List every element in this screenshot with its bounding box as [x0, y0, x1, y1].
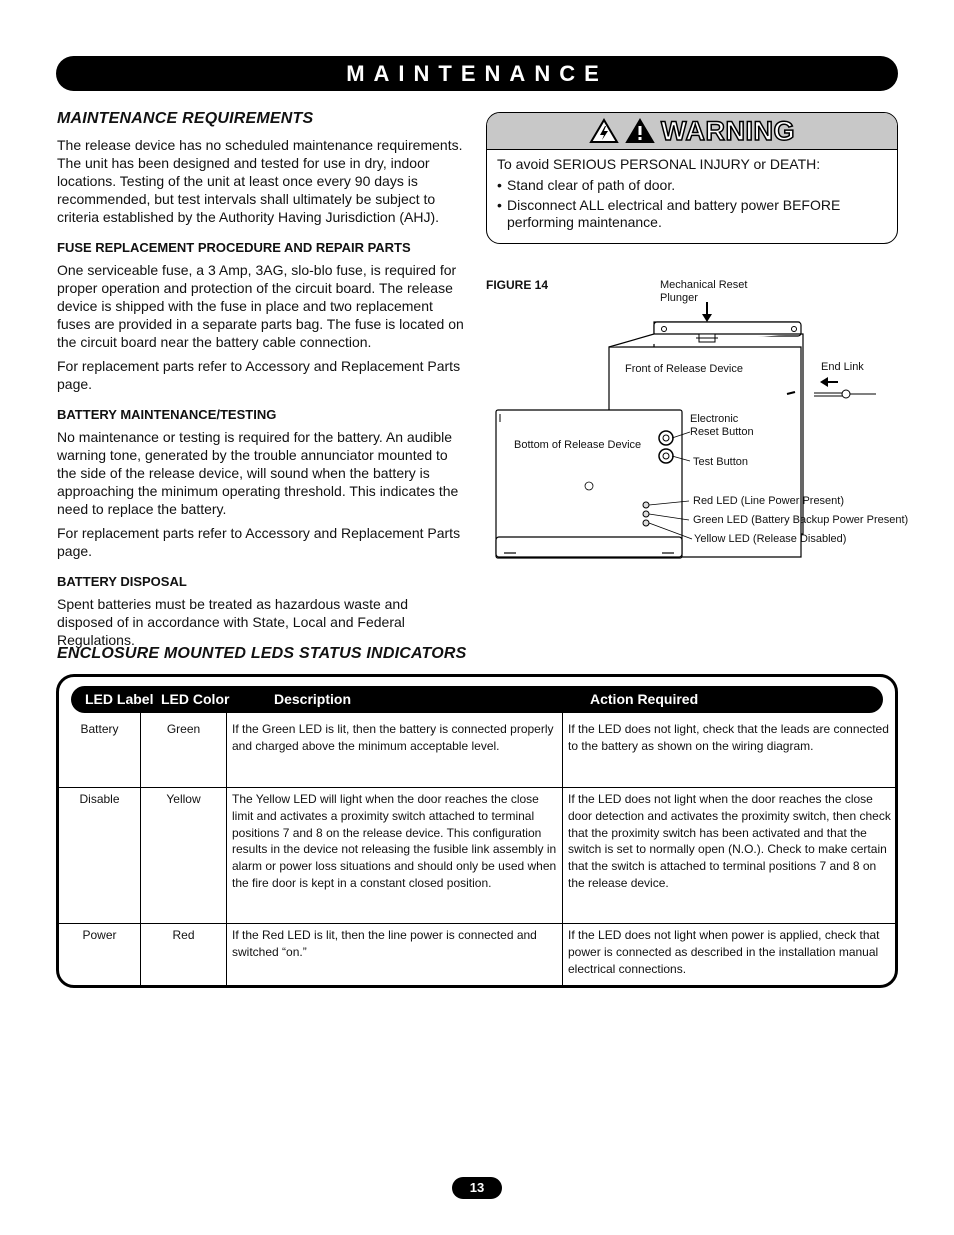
- release-device-figure: [486, 272, 916, 582]
- battery-heading: BATTERY MAINTENANCE/TESTING: [57, 407, 277, 422]
- warning-bullet-text: Stand clear of path of door.: [507, 177, 676, 193]
- warning-bullet-text: Disconnect ALL electrical and battery power BEFORE performing maintenance.: [507, 197, 841, 230]
- warning-bullet: [497, 197, 887, 231]
- yellow-led-callout: Yellow LED (Release Disabled): [694, 533, 847, 545]
- bullet-marker: •: [497, 177, 502, 193]
- action-cell: If the LED does not light when power is applied, check that power is connected as described in the installation manual electrical connections.: [568, 928, 880, 976]
- row-divider: [59, 787, 895, 788]
- fuse-text: One serviceable fuse, a 3 Amp, 3AG, slo-blo fuse, is required for proper operation and protection of the circuit board. The release device is shipped with the fuse in place and two replacement fuses are provided in a separate parts bag. The fuse is located on the circuit board near the battery cable connection.: [57, 262, 464, 350]
- row-divider: [59, 923, 895, 924]
- warning-title: WARNING: [661, 115, 795, 146]
- bullet-marker: •: [497, 197, 502, 213]
- plunger-callout: Mechanical Reset Plunger: [660, 279, 748, 304]
- front-callout: Front of Release Device: [625, 363, 743, 375]
- column-divider: [226, 713, 227, 985]
- led-color-cell: Green: [166, 722, 201, 736]
- test-button-callout: Test Button: [693, 456, 749, 468]
- maintenance-column: [57, 110, 465, 655]
- section-title: MAINTENANCE: [346, 61, 608, 86]
- maintenance-intro: The release device has no scheduled maintenance requirements. The unit has been designed and tested for use in dry, indoor locations. Testing of the unit at least once every 90 days is recommended, but test intervals shall ultimately be subject to criteria established by the Authority Having Jurisdiction (AHJ).: [57, 137, 463, 225]
- warning-header: [487, 113, 897, 150]
- table-header: [71, 686, 883, 713]
- action-cell: If the LED does not light when the door reaches the close door detection and activates the proximity switch, then check that the proximity switch has been activated and that the switch is set to normally open (N.O.). Check to make certain that the switch is attached to terminal positions 7 and 8 on the release device.: [568, 792, 891, 890]
- led-status-table: [56, 674, 898, 988]
- column-header: LED Color: [161, 691, 230, 707]
- column-divider: [140, 713, 141, 985]
- warning-lead: To avoid SERIOUS PERSONAL INJURY or DEATH:: [497, 156, 821, 172]
- led-status-heading: ENCLOSURE MOUNTED LEDS STATUS INDICATORS: [57, 645, 467, 662]
- led-color-cell: Red: [172, 928, 195, 942]
- figure-label: FIGURE 14: [486, 278, 549, 292]
- led-label-cell: Battery: [80, 722, 119, 736]
- column-divider: [562, 713, 563, 985]
- green-led-callout: Green LED (Battery Backup Power Present): [693, 514, 909, 526]
- end-link-callout: End Link: [821, 361, 864, 373]
- page-number: 13: [452, 1177, 502, 1199]
- maintenance-requirements-heading: MAINTENANCE REQUIREMENTS: [57, 110, 314, 127]
- disposal-text: Spent batteries must be treated as hazardous waste and disposed of in accordance with State, Local and Federal Regulations.: [57, 596, 408, 648]
- battery-parts-text: For replacement parts refer to Accessory and Replacement Parts page.: [57, 525, 461, 559]
- column-header: Description: [274, 691, 352, 707]
- description-cell: The Yellow LED will light when the door reaches the close limit and activates a proximity switch attached to terminal positions 7 and 8 on the release device. This configuration results in the device not releasing the fusible link assembly in alarm or power loss situations and should only be used when the fire door is kept in a constant closed position.: [232, 792, 557, 890]
- electrical-hazard-icon: [589, 118, 619, 144]
- bottom-callout: Bottom of Release Device: [514, 439, 642, 451]
- warning-bullet: [497, 177, 887, 194]
- column-header: LED Label: [85, 691, 154, 707]
- description-cell: If the Green LED is lit, then the battery is connected properly and charged above the minimum acceptable level.: [232, 722, 554, 753]
- led-label-cell: Disable: [79, 792, 120, 806]
- warning-body: [487, 150, 897, 231]
- led-label-cell: Power: [82, 928, 117, 942]
- red-led-callout: Red LED (Line Power Present): [693, 495, 845, 507]
- warning-box: [486, 112, 898, 244]
- led-color-cell: Yellow: [166, 792, 201, 806]
- battery-text: No maintenance or testing is required for the battery. An audible warning tone, generated by the trouble annunciator mounted to the side of the release device, will sound when the battery is approaching the minimum operating threshold. This indicates the need to replace the battery.: [57, 429, 459, 517]
- fuse-heading: FUSE REPLACEMENT PROCEDURE AND REPAIR PARTS: [57, 240, 411, 255]
- disposal-heading: BATTERY DISPOSAL: [57, 574, 187, 589]
- column-header: Action Required: [590, 691, 699, 707]
- reset-button-callout: Electronic Reset Button: [690, 413, 754, 438]
- section-banner: [56, 56, 898, 91]
- description-cell: If the Red LED is lit, then the line power is connected and switched “on.”: [232, 928, 537, 959]
- fuse-parts-text: For replacement parts refer to Accessory and Replacement Parts page.: [57, 358, 461, 392]
- action-cell: If the LED does not light, check that the leads are connected to the battery as shown on the wiring diagram.: [568, 722, 889, 753]
- warning-triangle-icon: [625, 118, 655, 144]
